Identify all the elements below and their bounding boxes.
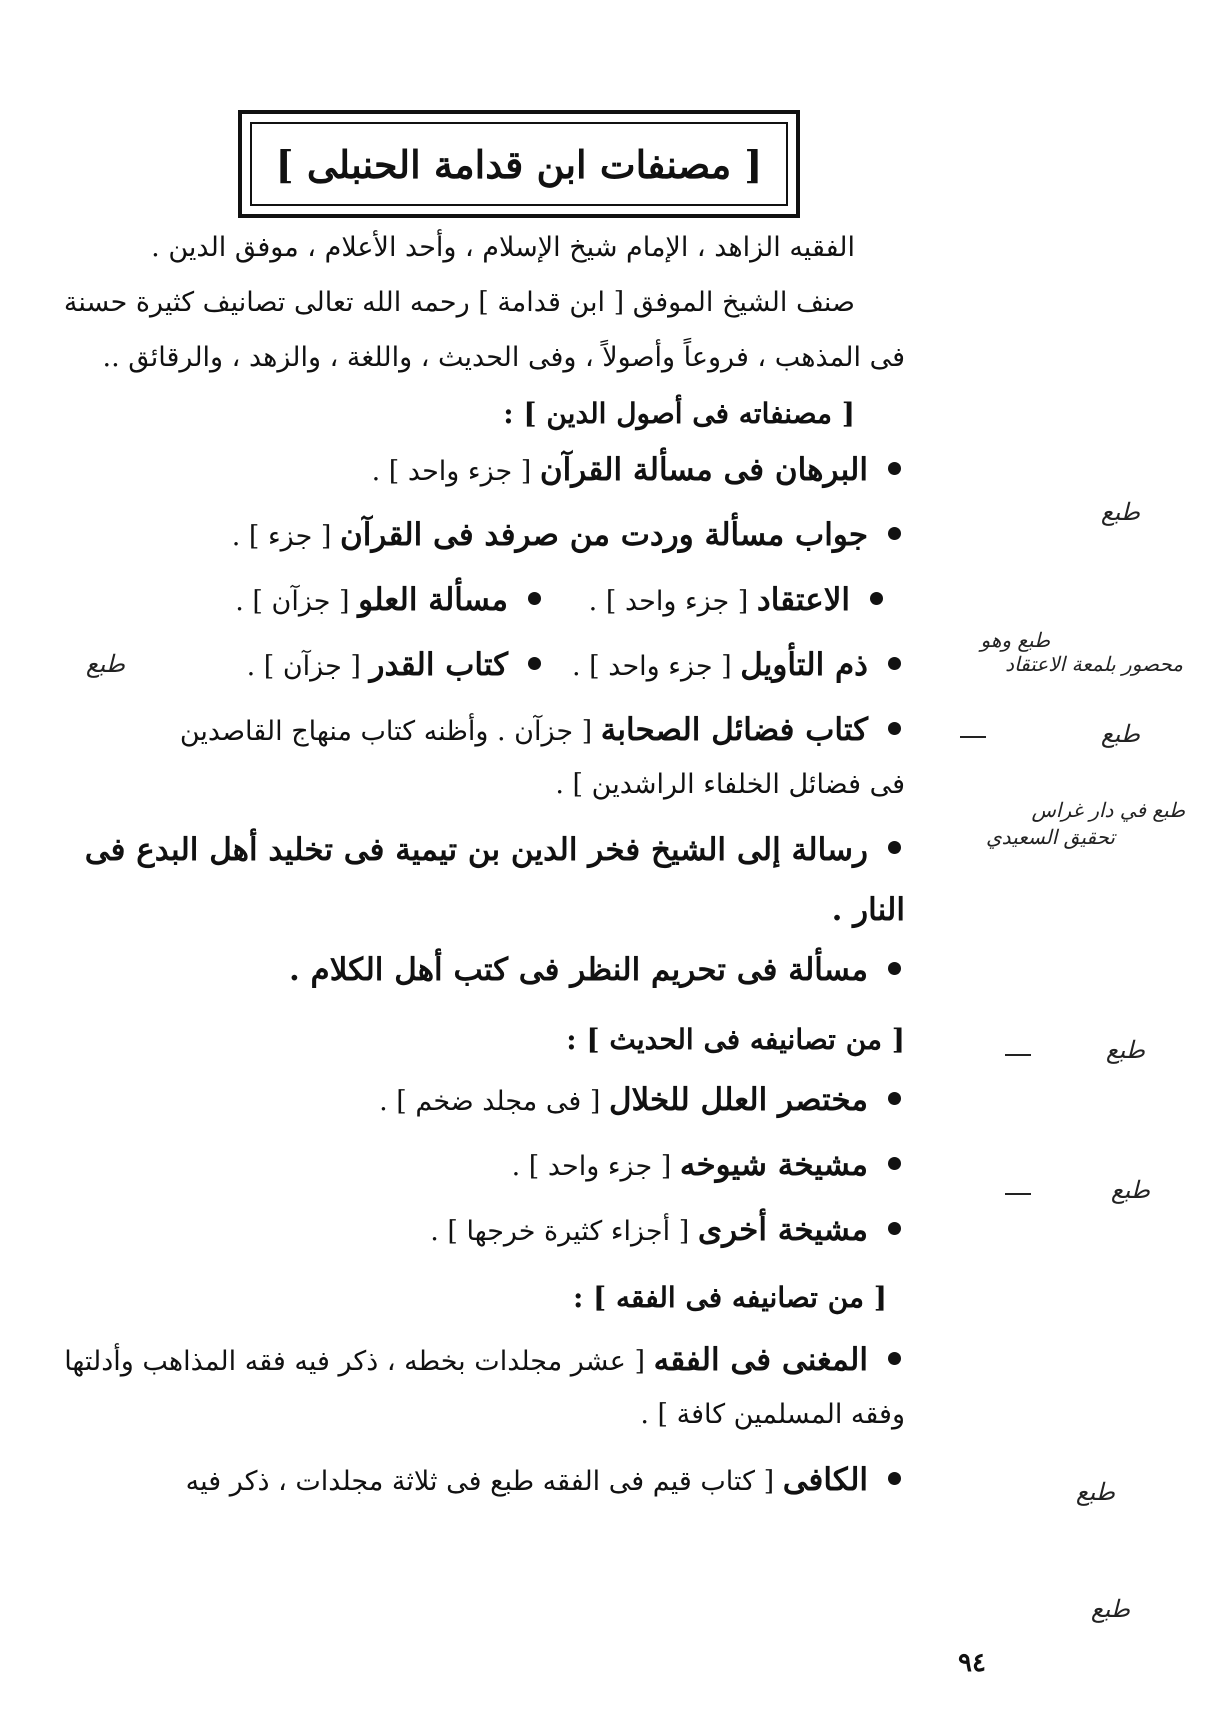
bullet-icon xyxy=(888,1222,901,1235)
bullet-icon xyxy=(888,462,901,475)
list-item: رسالة إلى الشيخ فخر الدين بن تيمية فى تخليد أهل البدع فى xyxy=(85,830,905,870)
list-item: الاعتقاد [ جزء واحد ] . xyxy=(589,580,887,622)
section-heading-hadith: [ من تصانيفه فى الحديث ] : xyxy=(566,1023,905,1056)
list-item: مسألة العلو [ جزآن ] . xyxy=(235,580,545,622)
section-heading-usul: [ مصنفاته فى أصول الدين ] : xyxy=(503,397,855,430)
list-item: البرهان فى مسألة القرآن [ جزء واحد ] . xyxy=(372,450,905,492)
list-item: ذم التأويل [ جزء واحد ] . xyxy=(572,645,905,687)
bullet-icon xyxy=(888,1157,901,1170)
title-inner-frame xyxy=(250,122,788,206)
margin-note: طبع xyxy=(1075,1478,1115,1506)
list-item: مشيخة أخرى [ أجزاء كثيرة خرجها ] . xyxy=(430,1210,905,1252)
intro-line-1: الفقيه الزاهد ، الإمام شيخ الإسلام ، وأحد الأعلام ، موفق الدين . xyxy=(151,232,855,263)
list-item: مسألة فى تحريم النظر فى كتب أهل الكلام . xyxy=(289,950,905,992)
list-item: كتاب فضائل الصحابة [ جزآن . وأظنه كتاب منهاج القاصدين xyxy=(180,710,905,752)
margin-note: طبع وهو xyxy=(980,628,1050,652)
margin-dash xyxy=(1005,1054,1031,1056)
bullet-icon xyxy=(888,1472,901,1485)
section-heading-fiqh: [ من تصانيفه فى الفقه ] : xyxy=(572,1281,887,1314)
margin-note: طبع xyxy=(85,650,125,678)
bullet-icon xyxy=(888,722,901,735)
list-item: كتاب القدر [ جزآن ] . xyxy=(247,645,545,687)
margin-note: طبع xyxy=(1100,720,1140,748)
bullet-icon xyxy=(528,657,541,670)
margin-note: طبع xyxy=(1110,1176,1150,1204)
list-item-continuation: النار . xyxy=(831,892,905,928)
list-item: مشيخة شيوخه [ جزء واحد ] . xyxy=(512,1145,905,1187)
margin-dash xyxy=(1005,1193,1031,1195)
page-number: ٩٤ xyxy=(958,1648,986,1678)
margin-note: طبع xyxy=(1100,498,1140,526)
list-item-continuation: فى فضائل الخلفاء الراشدين ] . xyxy=(555,769,905,800)
bullet-icon xyxy=(870,592,883,605)
margin-dash xyxy=(960,736,986,738)
bullet-icon xyxy=(888,1352,901,1365)
margin-note: محصور بلمعة الاعتقاد xyxy=(1005,652,1183,676)
list-item: المغنى فى الفقه [ عشر مجلدات بخطه ، ذكر فيه فقه المذاهب وأدلتها xyxy=(64,1340,905,1382)
title-frame xyxy=(238,110,800,218)
list-item-continuation: وفقه المسلمين كافة ] . xyxy=(640,1399,905,1430)
list-item: الكافى [ كتاب قيم فى الفقه طبع فى ثلاثة مجلدات ، ذكر فيه xyxy=(186,1460,905,1502)
bullet-icon xyxy=(888,527,901,540)
margin-note: طبع في دار غراس xyxy=(1031,798,1185,822)
intro-line-3: فى المذهب ، فروعاً وأصولاً ، وفى الحديث ، واللغة ، والزهد ، والرقائق .. xyxy=(102,342,905,373)
list-item: مختصر العلل للخلال [ فى مجلد ضخم ] . xyxy=(379,1080,905,1122)
margin-note: طبع xyxy=(1105,1036,1145,1064)
bullet-icon xyxy=(528,592,541,605)
bullet-icon xyxy=(888,841,901,854)
list-item: جواب مسألة وردت من صرفد فى القرآن [ جزء ] . xyxy=(232,515,905,557)
bullet-icon xyxy=(888,962,901,975)
bullet-icon xyxy=(888,1092,901,1105)
page-title: [ مصنفات ابن قدامة الحنبلى ] xyxy=(275,141,763,187)
bullet-icon xyxy=(888,657,901,670)
margin-note: تحقيق السعيدي xyxy=(986,825,1115,849)
margin-note: طبع xyxy=(1090,1595,1130,1623)
intro-line-2: صنف الشيخ الموفق [ ابن قدامة ] رحمه الله تعالى تصانيف كثيرة حسنة xyxy=(63,287,855,318)
